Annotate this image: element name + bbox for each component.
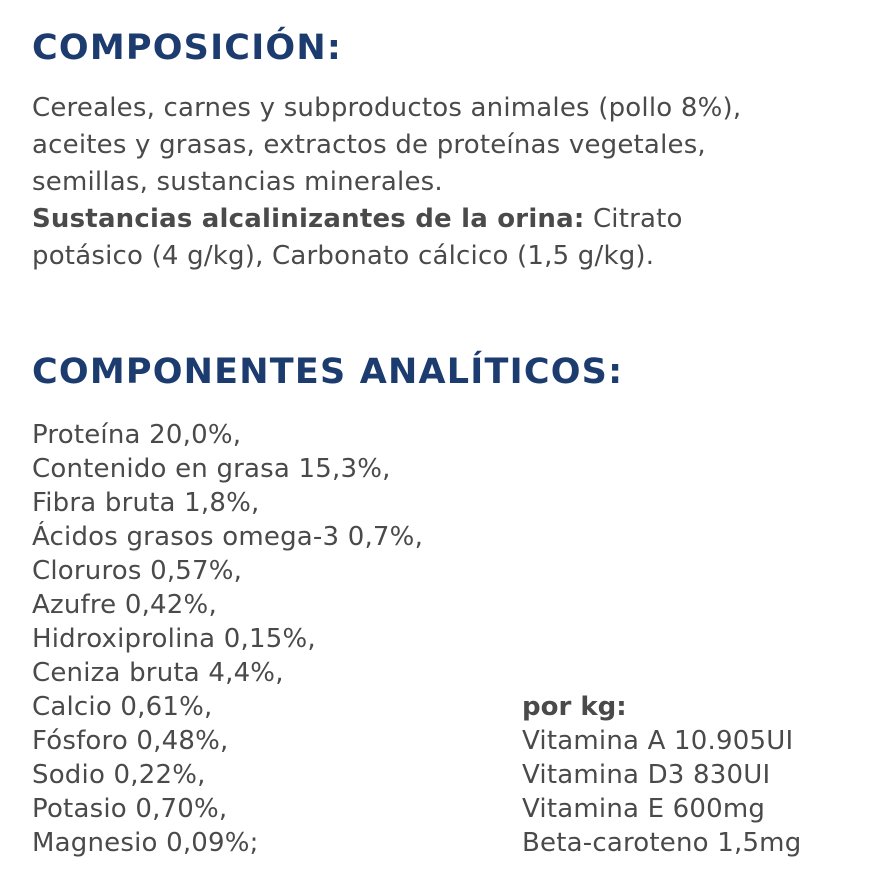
analytics-item: Magnesio 0,09%; [32, 828, 259, 858]
vitamin-item: Vitamina D3 830UI [522, 760, 771, 790]
vitamin-item: Vitamina A 10.905UI [522, 726, 794, 756]
analytics-item: Azufre 0,42%, [32, 590, 217, 620]
alkalizing-text-start: Citrato [584, 204, 683, 234]
composition-text [32, 90, 872, 275]
alkalizing-label: Sustancias alcalinizantes de la orina: [32, 204, 585, 234]
per-kg-list [522, 724, 801, 860]
vitamin-item: Beta-caroteno 1,5mg [522, 828, 802, 858]
analytics-item: Proteína 20,0%, [32, 420, 242, 450]
analytics-heading: COMPONENTES ANALÍTICOS: [32, 352, 624, 392]
alkalizing-line-continued: potásico (4 g/kg), Carbonato cálcico (1,5 g/kg). [32, 241, 655, 271]
analytics-item: Fósforo 0,48%, [32, 726, 229, 756]
analytics-item: Potasio 0,70%, [32, 794, 228, 824]
per-kg-block [522, 690, 801, 860]
alkalizing-line [32, 201, 872, 238]
composition-line: Cereales, carnes y subproductos animales (pollo 8%), [32, 93, 742, 123]
composition-line: semillas, sustancias minerales. [32, 167, 443, 197]
analytics-item: Ceniza bruta 4,4%, [32, 658, 284, 688]
analytics-list [32, 418, 423, 860]
composition-line: aceites y grasas, extractos de proteínas vegetales, [32, 130, 706, 160]
analytics-item: Cloruros 0,57%, [32, 556, 243, 586]
analytics-item: Contenido en grasa 15,3%, [32, 454, 391, 484]
per-kg-heading: por kg: [522, 692, 627, 722]
analytics-item: Hidroxiprolina 0,15%, [32, 624, 316, 654]
vitamin-item: Vitamina E 600mg [522, 794, 766, 824]
analytics-item: Fibra bruta 1,8%, [32, 488, 260, 518]
analytics-item: Calcio 0,61%, [32, 692, 213, 722]
analytics-item: Sodio 0,22%, [32, 760, 206, 790]
analytics-item: Ácidos grasos omega-3 0,7%, [32, 522, 424, 552]
composition-heading: COMPOSICIÓN: [32, 28, 343, 68]
